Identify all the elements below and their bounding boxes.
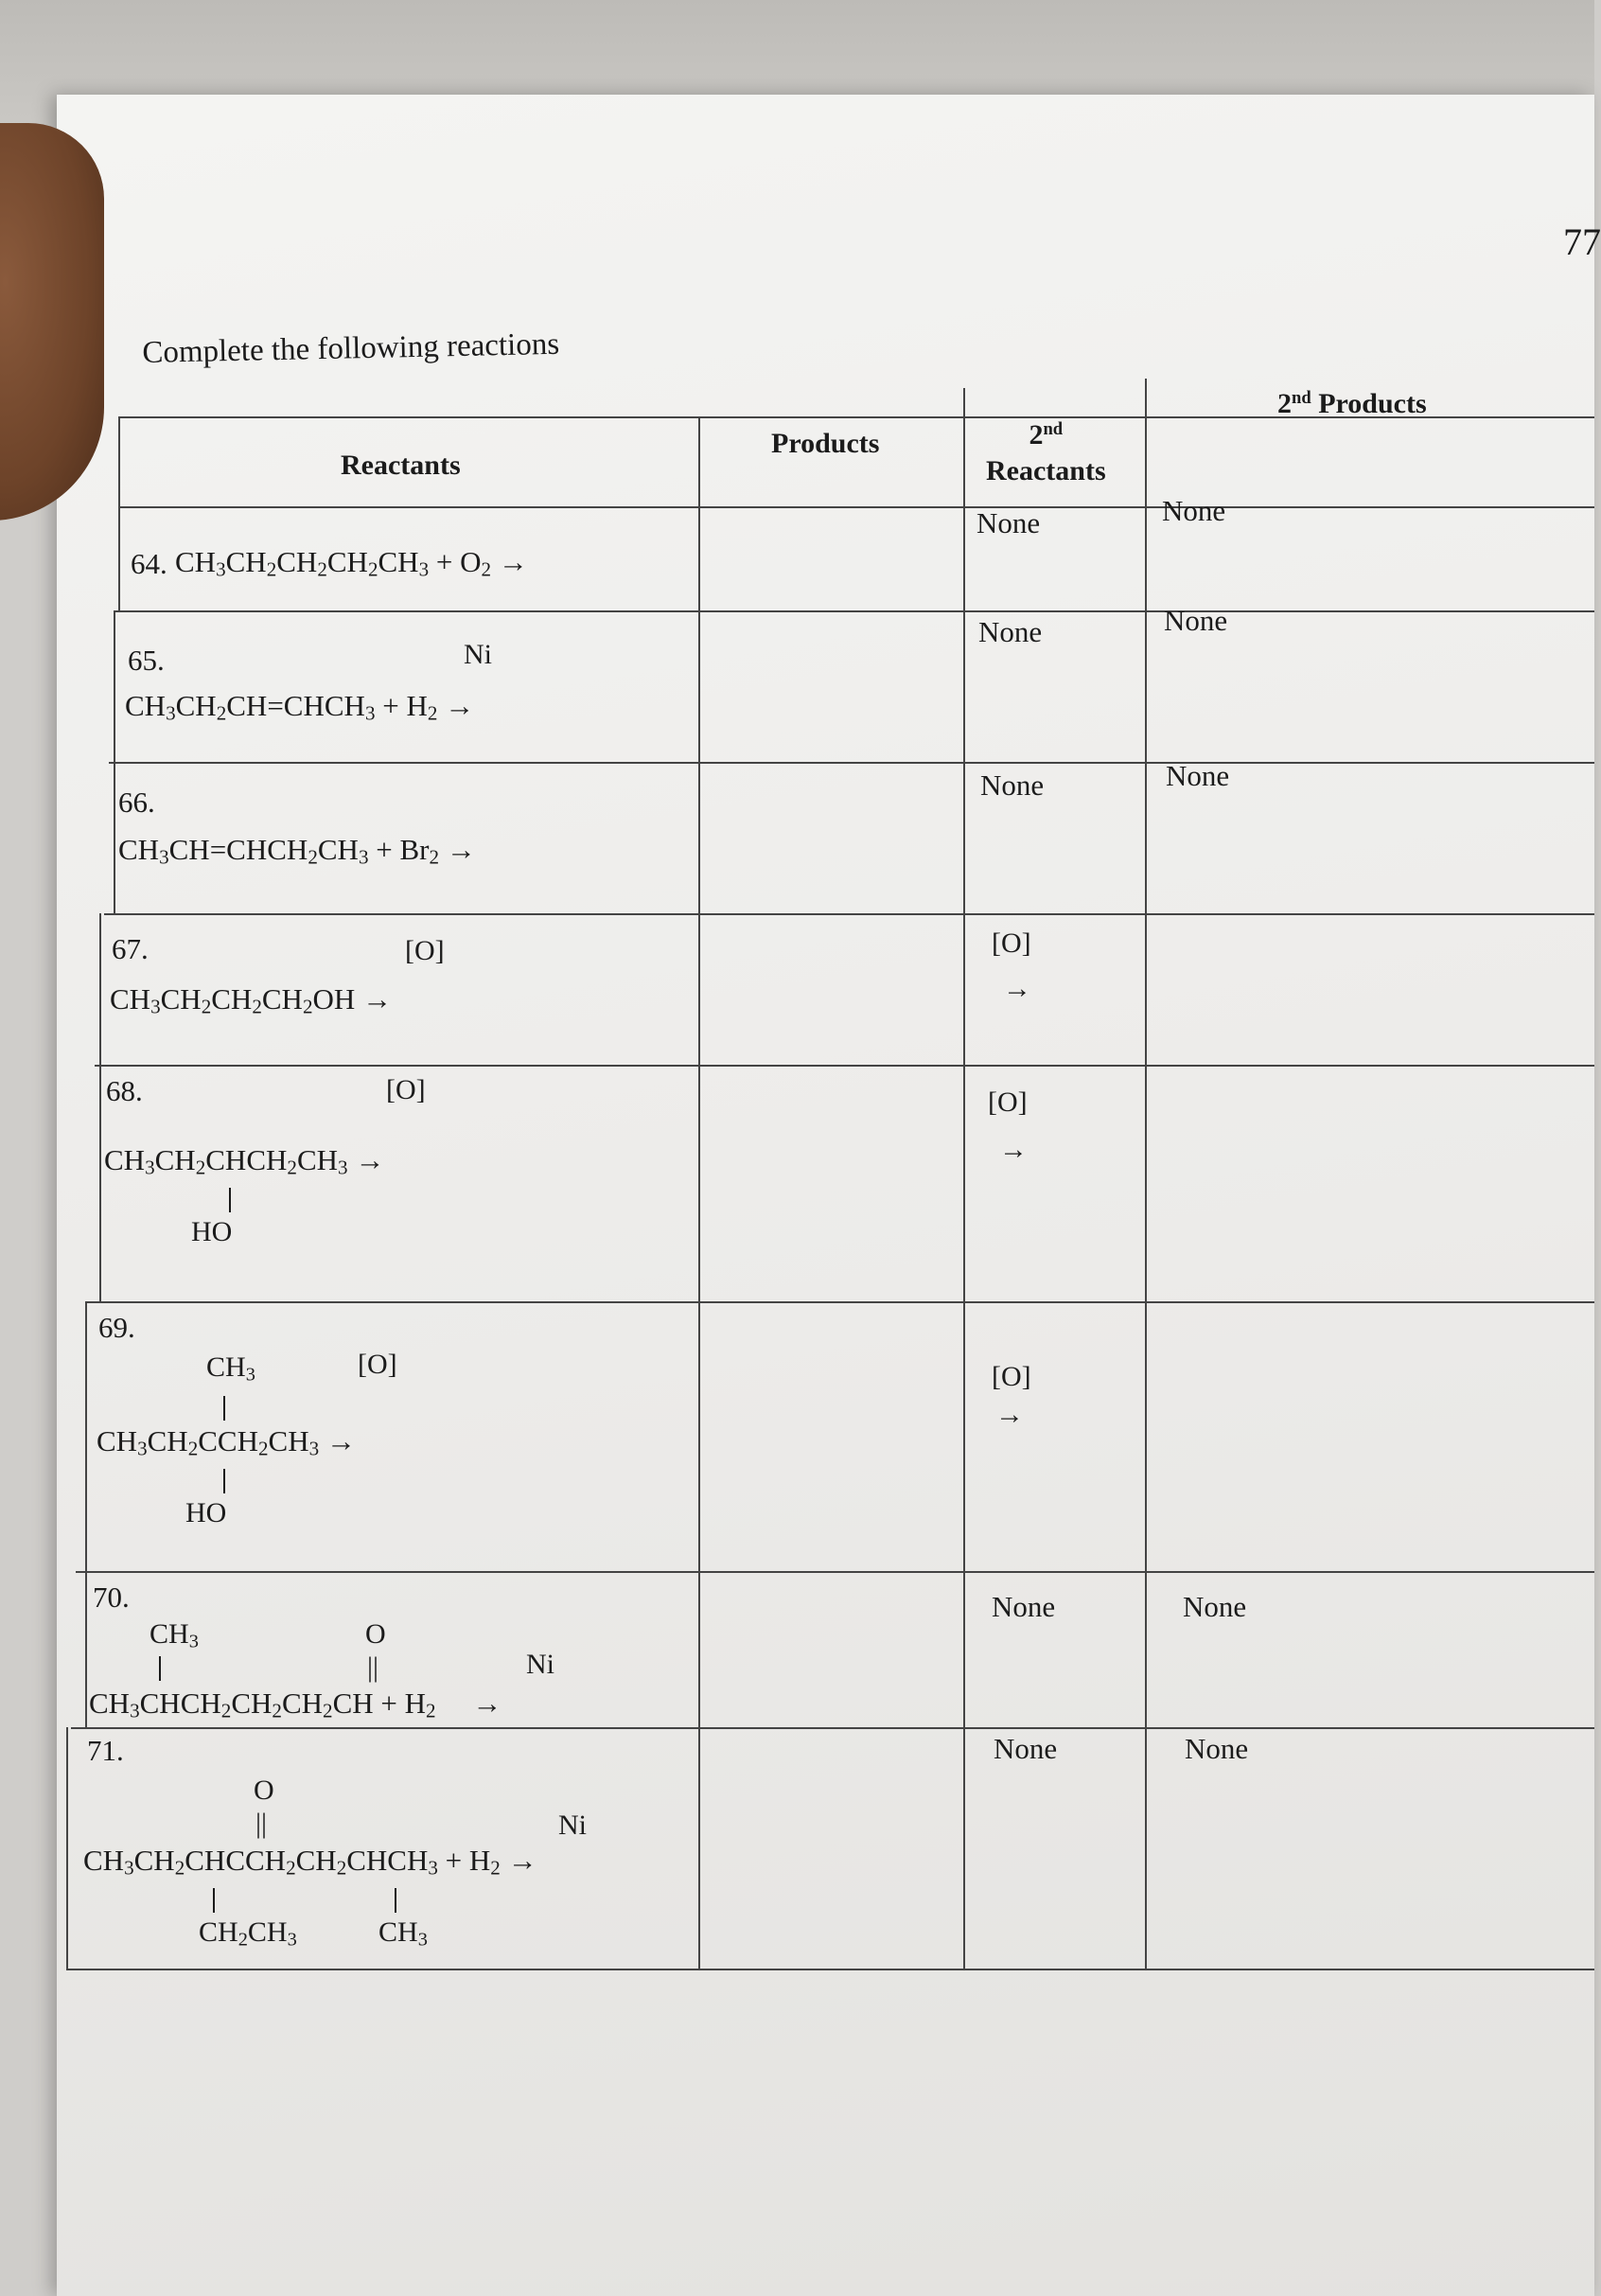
reaction-64-number: 64. — [131, 547, 167, 580]
header-products: Products — [771, 428, 880, 459]
header-second-reactants: 2nd Reactants — [986, 419, 1106, 487]
reaction-70-top-left: $CH_3$ — [150, 1618, 199, 1652]
reaction-70-second-products: None — [1183, 1590, 1247, 1623]
reaction-71-double-bond: || — [255, 1808, 268, 1839]
reaction-66-second-reactants: None — [980, 768, 1045, 802]
page-number: 77 — [1563, 221, 1601, 263]
reaction-71-bottom-left: $CH_2CH_3$ — [199, 1916, 297, 1951]
reaction-68-condition: [O] — [386, 1074, 426, 1105]
reaction-69-condition: [O] — [358, 1349, 397, 1380]
reaction-71-top: O — [254, 1775, 274, 1806]
reaction-71-second-reactants: None — [994, 1732, 1058, 1765]
reaction-69-arrow: → — [995, 1399, 1024, 1430]
reaction-71-bond-left — [213, 1888, 215, 1913]
reaction-69-substituent-top: $CH_3$ — [206, 1351, 255, 1386]
reaction-69-bond-bottom — [223, 1469, 225, 1493]
reaction-66-second-products: None — [1166, 759, 1230, 792]
reaction-71-number: 71. — [87, 1734, 124, 1767]
reaction-69-substituent-bottom: HO — [185, 1497, 227, 1528]
reaction-64-equation: $CH_3CH_2CH_2CH_2CH_3 + O_2$ → — [175, 545, 528, 581]
page-title: Complete the following reactions — [142, 327, 560, 370]
reaction-70-catalyst: Ni — [526, 1649, 554, 1680]
reaction-71-second-products: None — [1185, 1732, 1249, 1765]
reaction-68-bond — [229, 1188, 231, 1212]
header-second-products: 2nd Products — [1277, 388, 1427, 420]
reaction-68-number: 68. — [106, 1074, 143, 1107]
reaction-66-equation: $CH_3CH=CHCH_2CH_3 + Br_2$ → — [118, 833, 476, 869]
reaction-70-second-reactants: None — [992, 1590, 1056, 1623]
reaction-68-equation: $CH_3CH_2CHCH_2CH_3$ → — [104, 1143, 385, 1179]
reaction-65-second-products: None — [1164, 604, 1228, 637]
reaction-67-condition: [O] — [405, 935, 445, 966]
reactions-table — [66, 360, 1594, 1969]
reaction-70-equation: $CH_3CHCH_2CH_2CH_2CH + H_2$ → — [89, 1687, 502, 1722]
reaction-71-bond-right — [395, 1888, 396, 1913]
reaction-64-second-products: None — [1162, 494, 1226, 527]
reaction-65-second-reactants: None — [978, 615, 1043, 648]
reaction-69-second-reactants: [O] — [992, 1361, 1031, 1392]
reaction-68-substituent: HO — [191, 1216, 233, 1247]
reaction-67-equation: $CH_3CH_2CH_2CH_2OH$ → — [110, 982, 393, 1018]
header-reactants: Reactants — [341, 450, 461, 481]
reaction-64-second-reactants: None — [976, 506, 1041, 539]
reaction-65-catalyst: Ni — [464, 639, 492, 670]
reaction-67-arrow: → — [1003, 973, 1031, 1004]
reaction-66-number: 66. — [118, 786, 155, 819]
reaction-65-equation: $CH_3CH_2CH=CHCH_3 + H_2$ → — [125, 689, 475, 725]
reaction-71-catalyst: Ni — [558, 1810, 587, 1841]
reaction-68-second-reactants: [O] — [988, 1086, 1028, 1118]
reaction-68-arrow: → — [999, 1134, 1028, 1165]
reaction-69-number: 69. — [98, 1311, 135, 1344]
reaction-69-equation: $CH_3CH_2CCH_2CH_3$ → — [97, 1424, 356, 1460]
reaction-71-equation: $CH_3CH_2CHCCH_2CH_2CHCH_3 + H_2$ → — [83, 1844, 537, 1880]
reaction-65-number: 65. — [128, 644, 165, 677]
reaction-71-bottom-right: $CH_3$ — [378, 1916, 428, 1951]
reaction-70-bond-left — [159, 1656, 161, 1681]
reaction-70-double-bond: || — [367, 1651, 379, 1683]
reaction-67-second-reactants: [O] — [992, 927, 1031, 959]
reaction-70-top-right: O — [365, 1618, 386, 1650]
reaction-69-bond-top — [223, 1396, 225, 1421]
reaction-70-number: 70. — [93, 1581, 130, 1614]
reaction-67-number: 67. — [112, 932, 149, 965]
